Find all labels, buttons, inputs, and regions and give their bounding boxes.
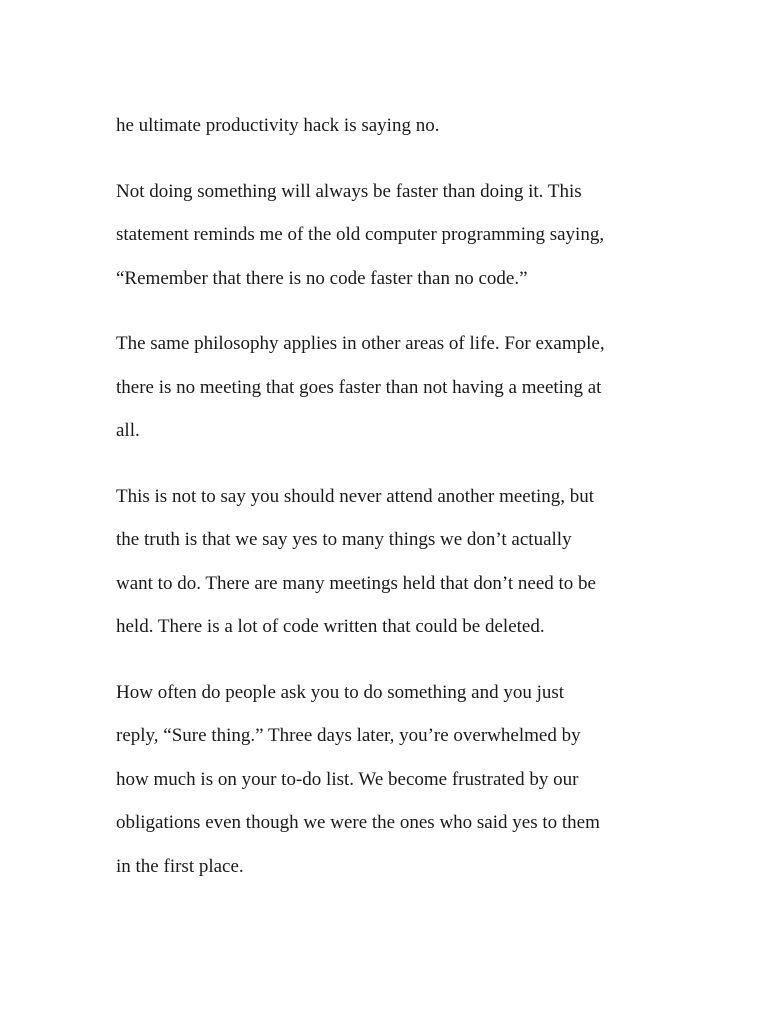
text-line: want to do. There are many meetings held that don’t need to be: [116, 572, 596, 594]
paragraph-3: [116, 322, 656, 453]
text-line: reply, “Sure thing.” Three days later, you’re overwhelmed by: [116, 725, 581, 746]
text-line: The same philosophy applies in other areas of life. For example,: [116, 333, 605, 354]
paragraph-1: [116, 104, 656, 148]
text-line: the truth is that we say yes to many things we don’t actually: [116, 529, 572, 550]
text-line: he ultimate productivity hack is saying no.: [116, 115, 440, 136]
text-line: statement reminds me of the old computer programming saying,: [116, 224, 605, 245]
document-body: [116, 104, 656, 910]
paragraph-5: [116, 671, 656, 889]
text-line: all.: [116, 420, 140, 441]
text-line: How often do people ask you to do something and you just: [116, 681, 565, 703]
text-line: obligations even though we were the ones who said yes to them: [116, 812, 600, 833]
text-line: held. There is a lot of code written that could be deleted.: [116, 616, 545, 637]
text-line: how much is on your to-do list. We become frustrated by our: [116, 768, 579, 790]
text-line: there is no meeting that goes faster than not having a meeting at: [116, 376, 602, 398]
text-line: This is not to say you should never attend another meeting, but: [116, 485, 595, 507]
paragraph-4: [116, 475, 656, 649]
paragraph-2: [116, 170, 656, 301]
text-line: Not doing something will always be faster than doing it. This: [116, 180, 582, 202]
text-line: in the first place.: [116, 855, 244, 877]
text-line: “Remember that there is no code faster than no code.”: [116, 267, 528, 289]
